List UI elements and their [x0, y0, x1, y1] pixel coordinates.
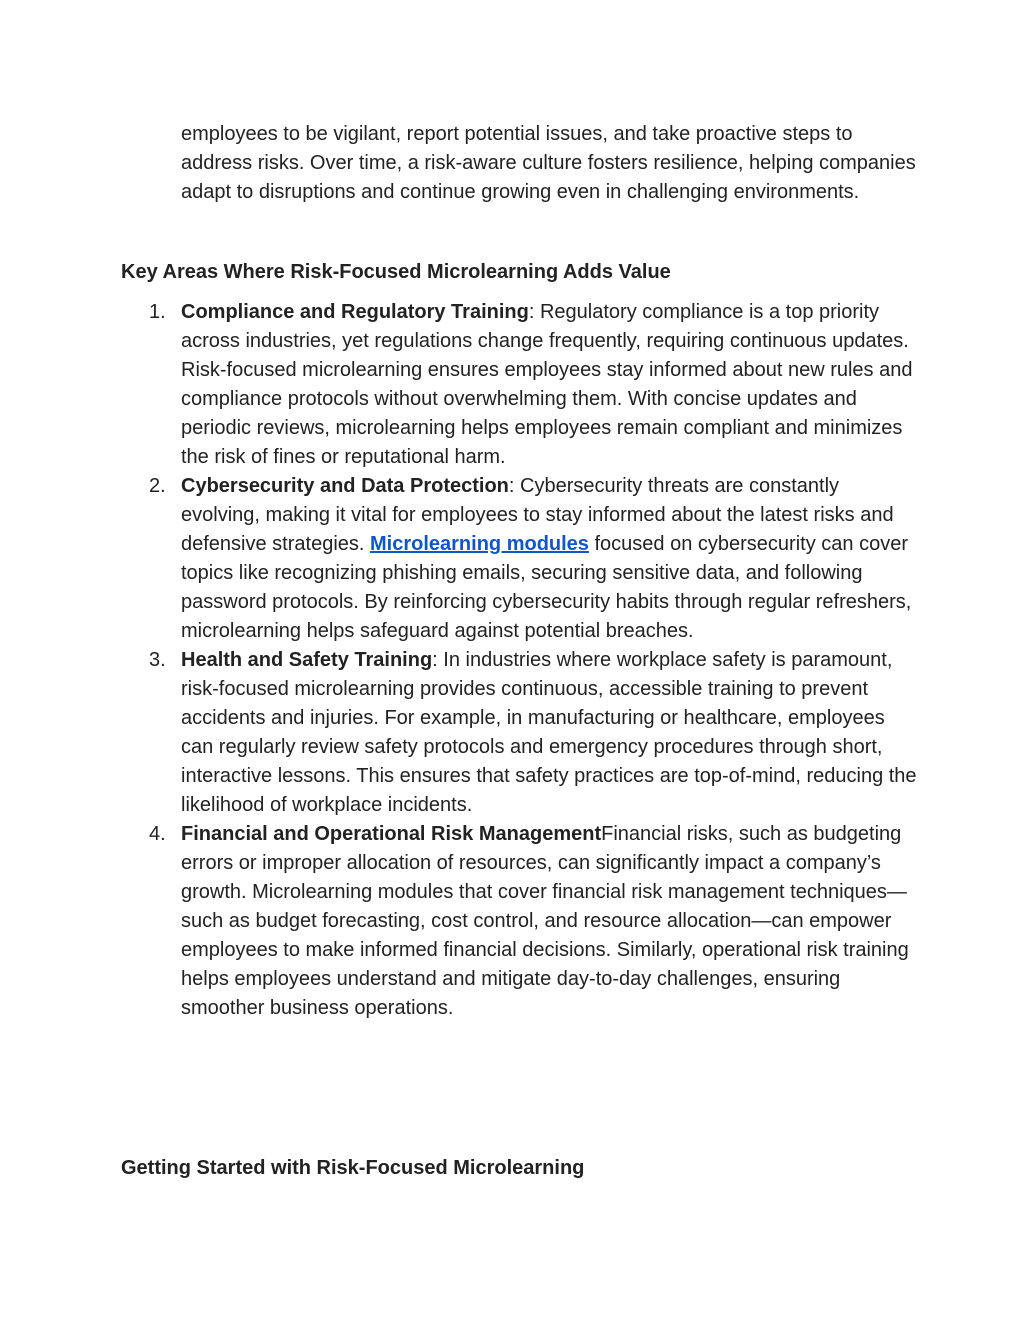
list-item-health-safety: [121, 646, 921, 820]
list-number: 4.: [149, 823, 166, 845]
term-separator: :: [432, 649, 444, 671]
list-number: 1.: [149, 301, 166, 323]
list-item-text: Financial risks, such as budgeting errors or improper allocation of resources, can significantly impact a company’s growth. Microlearning modules that cover financial risk management techniques—such as budget forecasting, cost control, and resource allocation—can empower employees to make informed financial decisions. Similarly, operational risk training helps employees understand and mitigate day-to-day challenges, ensuring smoother business operations.: [181, 823, 909, 1019]
intro-paragraph: employees to be vigilant, report potential issues, and take proactive steps to address risks. Over time, a risk-aware culture fosters resilience, helping companies adapt to disruptions and continue growing even in challenging environments.: [181, 123, 916, 203]
list-item-term: Health and Safety Training: [181, 649, 433, 671]
list-item-cybersecurity: [121, 472, 921, 646]
microlearning-modules-link[interactable]: Microlearning modules: [370, 533, 589, 555]
list-item-term: Financial and Operational Risk Management: [181, 823, 602, 845]
list-item-term: Cybersecurity and Data Protection: [181, 475, 509, 497]
section-heading-key-areas: Key Areas Where Risk-Focused Microlearning Adds Value: [121, 261, 671, 283]
term-separator: :: [508, 475, 520, 497]
list-item-compliance: [121, 298, 921, 472]
list-item-text: Regulatory compliance is a top priority across industries, yet regulations change frequently, requiring continuous updates. Risk-focused microlearning ensures employees stay informed about new rules and compliance protocols without overwhelming them. With concise updates and periodic reviews, microlearning helps employees remain compliant and minimizes the risk of fines or reputational harm.: [181, 301, 913, 468]
list-item-term: Compliance and Regulatory Training: [181, 301, 529, 323]
key-areas-list: [121, 298, 921, 1023]
list-item-financial-operational: [121, 820, 921, 1023]
list-item-text-after-link: focused on cybersecurity can cover topics like recognizing phishing emails, securing sensitive data, and following password protocols. By reinforcing cybersecurity habits through regular refreshers, microlearning helps safeguard against potential breaches.: [181, 533, 912, 642]
section-heading-getting-started: Getting Started with Risk-Focused Microlearning: [121, 1157, 585, 1179]
term-separator: :: [528, 301, 540, 323]
list-number: 3.: [149, 649, 166, 671]
list-number: 2.: [149, 475, 166, 497]
list-item-text: In industries where workplace safety is paramount, risk-focused microlearning provides continuous, accessible training to prevent accidents and injuries. For example, in manufacturing or healthcare, employees can regularly review safety protocols and emergency procedures through short, interactive lessons. This ensures that safety practices are top-of-mind, reducing the likelihood of workplace incidents.: [181, 649, 917, 816]
list-item-text-before-link: Cybersecurity threats are constantly evolving, making it vital for employees to stay informed about the latest risks and defensive strategies.: [181, 475, 894, 555]
